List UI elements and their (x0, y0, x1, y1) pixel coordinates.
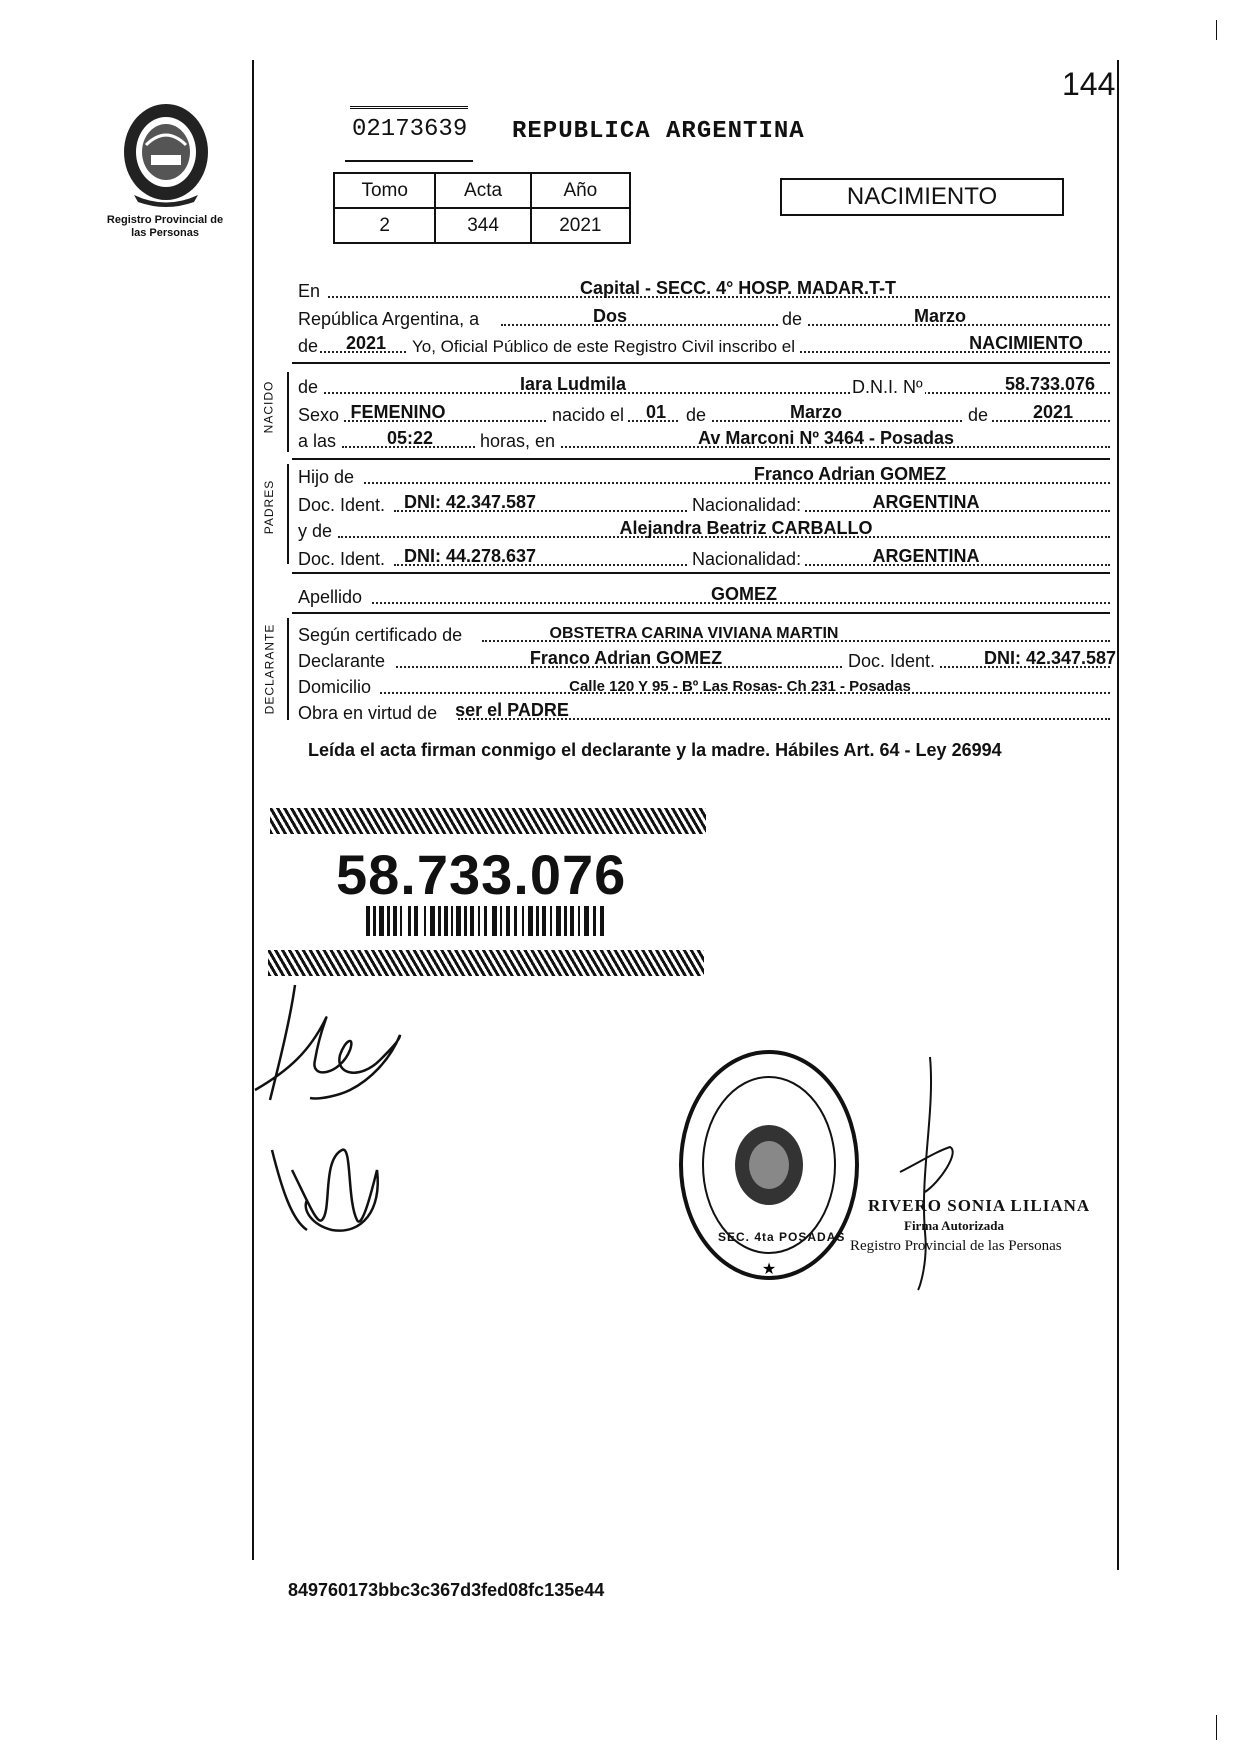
label-a-las: a las (298, 431, 337, 451)
tomo-value: 2 (334, 208, 435, 243)
row-hora (298, 426, 1110, 452)
serial-underline (345, 160, 473, 162)
label-de-birth-year: de (964, 405, 992, 426)
declarante-bracket (287, 618, 289, 720)
label-declarante: Declarante (298, 651, 386, 671)
document-hash: 849760173bbc3c367d3fed08fc135e44 (288, 1580, 605, 1600)
province-seal-logo (116, 100, 216, 210)
official-title: Firma Autorizada (904, 1218, 1005, 1233)
label-horas-en: horas, en (476, 431, 559, 452)
row-apellido (298, 582, 1110, 608)
label-doc-ident-3: Doc. Ident. (844, 651, 939, 672)
official-org: Registro Provincial de las Personas (850, 1238, 1062, 1254)
value-lugar: Capital - SECC. 4° HOSP. MADAR.T-T (580, 278, 896, 298)
section-rule (292, 612, 1110, 614)
label-de-birth-month: de (680, 405, 712, 426)
value-madre-nac: ARGENTINA (872, 546, 980, 566)
security-band-top (270, 808, 706, 834)
svg-text:★: ★ (761, 1259, 777, 1278)
value-hora: 05:22 (386, 428, 434, 448)
label-y-de: y de (298, 521, 333, 541)
label-domicilio: Domicilio (298, 677, 372, 697)
country-title: REPUBLICA ARGENTINA (512, 118, 805, 145)
value-mes-nac: Marzo (789, 402, 843, 422)
label-doc-ident-2: Doc. Ident. (298, 549, 386, 569)
row-sexo (298, 400, 1110, 426)
row-madre-doc (298, 544, 1110, 570)
value-madre-doc: DNI: 44.278.637 (403, 546, 537, 566)
row-nombre (298, 372, 1110, 398)
dots (364, 482, 1110, 484)
value-mes: Marzo (913, 306, 967, 326)
declarante-signature (250, 980, 420, 1120)
value-madre: Alejandra Beatriz CARBALLO (619, 518, 873, 538)
label-sexo: Sexo (298, 405, 340, 425)
nacido-bracket (287, 372, 289, 452)
corner-mark-top (1216, 20, 1217, 40)
dots (324, 392, 1110, 394)
tomo-acta-ano-table (333, 172, 631, 244)
stamp-inner-text: SEC. 4ta POSADAS (718, 1230, 846, 1244)
row-y-de (298, 516, 1110, 542)
side-label-padres: PADRES (262, 479, 277, 535)
value-padre-doc: DNI: 42.347.587 (403, 492, 537, 512)
section-rule (292, 572, 1110, 574)
row-domicilio (298, 672, 1110, 698)
label-de-year: de (298, 336, 319, 356)
value-certificado: OBSTETRA CARINA VIVIANA MARTIN (549, 625, 839, 642)
left-margin-line (252, 60, 254, 1560)
official-stamp (676, 1048, 862, 1282)
serial-number: 02173639 (352, 116, 468, 143)
corner-mark-bottom (1216, 1715, 1217, 1740)
dots (344, 420, 1110, 422)
official-signature (880, 1052, 970, 1292)
value-domicilio: Calle 120 Y 95 - Bº Las Rosas- Ch 231 - Posadas (569, 678, 911, 695)
value-nombre: Iara Ludmila (519, 374, 627, 394)
section-rule (292, 362, 1110, 364)
value-obra: ser el PADRE (455, 700, 569, 720)
padres-bracket (287, 464, 289, 564)
label-hijo-de: Hijo de (298, 467, 355, 487)
side-label-declarante: DECLARANTE (262, 623, 277, 715)
official-name: RIVERO SONIA LILIANA (868, 1196, 1091, 1215)
row-en (298, 276, 1110, 302)
label-republica: República Argentina, a (298, 309, 480, 329)
value-declarante-doc: DNI: 42.347.587 (983, 648, 1117, 668)
value-anio: 2021 (345, 333, 387, 353)
row-declarante (298, 646, 1117, 672)
value-lugar-nac: Av Marconi Nº 3464 - Posadas (697, 428, 955, 448)
value-dia-nac: 01 (645, 402, 667, 422)
value-padre: Franco Adrian GOMEZ (753, 464, 947, 484)
barcode (366, 906, 606, 936)
section-rule (292, 458, 1110, 460)
value-declarante: Franco Adrian GOMEZ (529, 648, 723, 668)
registry-label: Registro Provincial de las Personas (106, 214, 224, 239)
label-nacionalidad-2: Nacionalidad: (688, 549, 805, 570)
ano-value: 2021 (531, 208, 630, 243)
label-apellido: Apellido (298, 587, 363, 607)
acta-value: 344 (435, 208, 530, 243)
tomo-header: Tomo (334, 173, 435, 208)
label-dni: D.N.I. Nº (852, 377, 923, 397)
page-number: 144 (1062, 66, 1116, 102)
value-padre-nac: ARGENTINA (872, 492, 980, 512)
label-de-name: de (298, 377, 319, 397)
label-yo: Yo, Oficial Público de este Registro Civil inscribo el (408, 337, 799, 357)
security-band-bottom (268, 950, 704, 976)
row-segun (298, 620, 1110, 646)
row-hijo-de (298, 462, 1110, 488)
value-tipo: NACIMIENTO (969, 333, 1083, 353)
record-type-box: NACIMIENTO (780, 178, 1064, 216)
madre-signature (262, 1130, 402, 1240)
value-anio-nac: 2021 (1032, 402, 1074, 422)
label-obra: Obra en virtud de (298, 703, 438, 723)
serial-overline (350, 106, 468, 109)
label-en: En (298, 281, 321, 301)
value-apellido: GOMEZ (711, 584, 777, 604)
value-sexo: FEMENINO (350, 402, 446, 422)
label-doc-ident-1: Doc. Ident. (298, 495, 386, 515)
value-dni: 58.733.076 (1004, 374, 1096, 394)
row-yo (298, 331, 1110, 357)
barcode-number: 58.733.076 (336, 843, 627, 906)
label-nacionalidad-1: Nacionalidad: (688, 495, 805, 516)
value-dia-letras: Dos (592, 306, 628, 326)
row-obra (298, 698, 1110, 724)
label-de-mes: de (778, 309, 806, 330)
side-label-nacido: NACIDO (261, 380, 276, 434)
row-padre-doc (298, 490, 1110, 516)
label-nacido: nacido el (548, 405, 628, 426)
label-segun: Según certificado de (298, 625, 463, 645)
ano-header: Año (531, 173, 630, 208)
acta-header: Acta (435, 173, 530, 208)
right-margin-line (1117, 60, 1119, 1570)
row-republica (298, 304, 1110, 330)
closing-text: Leída el acta firman conmigo el declarante y la madre. Hábiles Art. 64 - Ley 26994 (308, 740, 1002, 760)
